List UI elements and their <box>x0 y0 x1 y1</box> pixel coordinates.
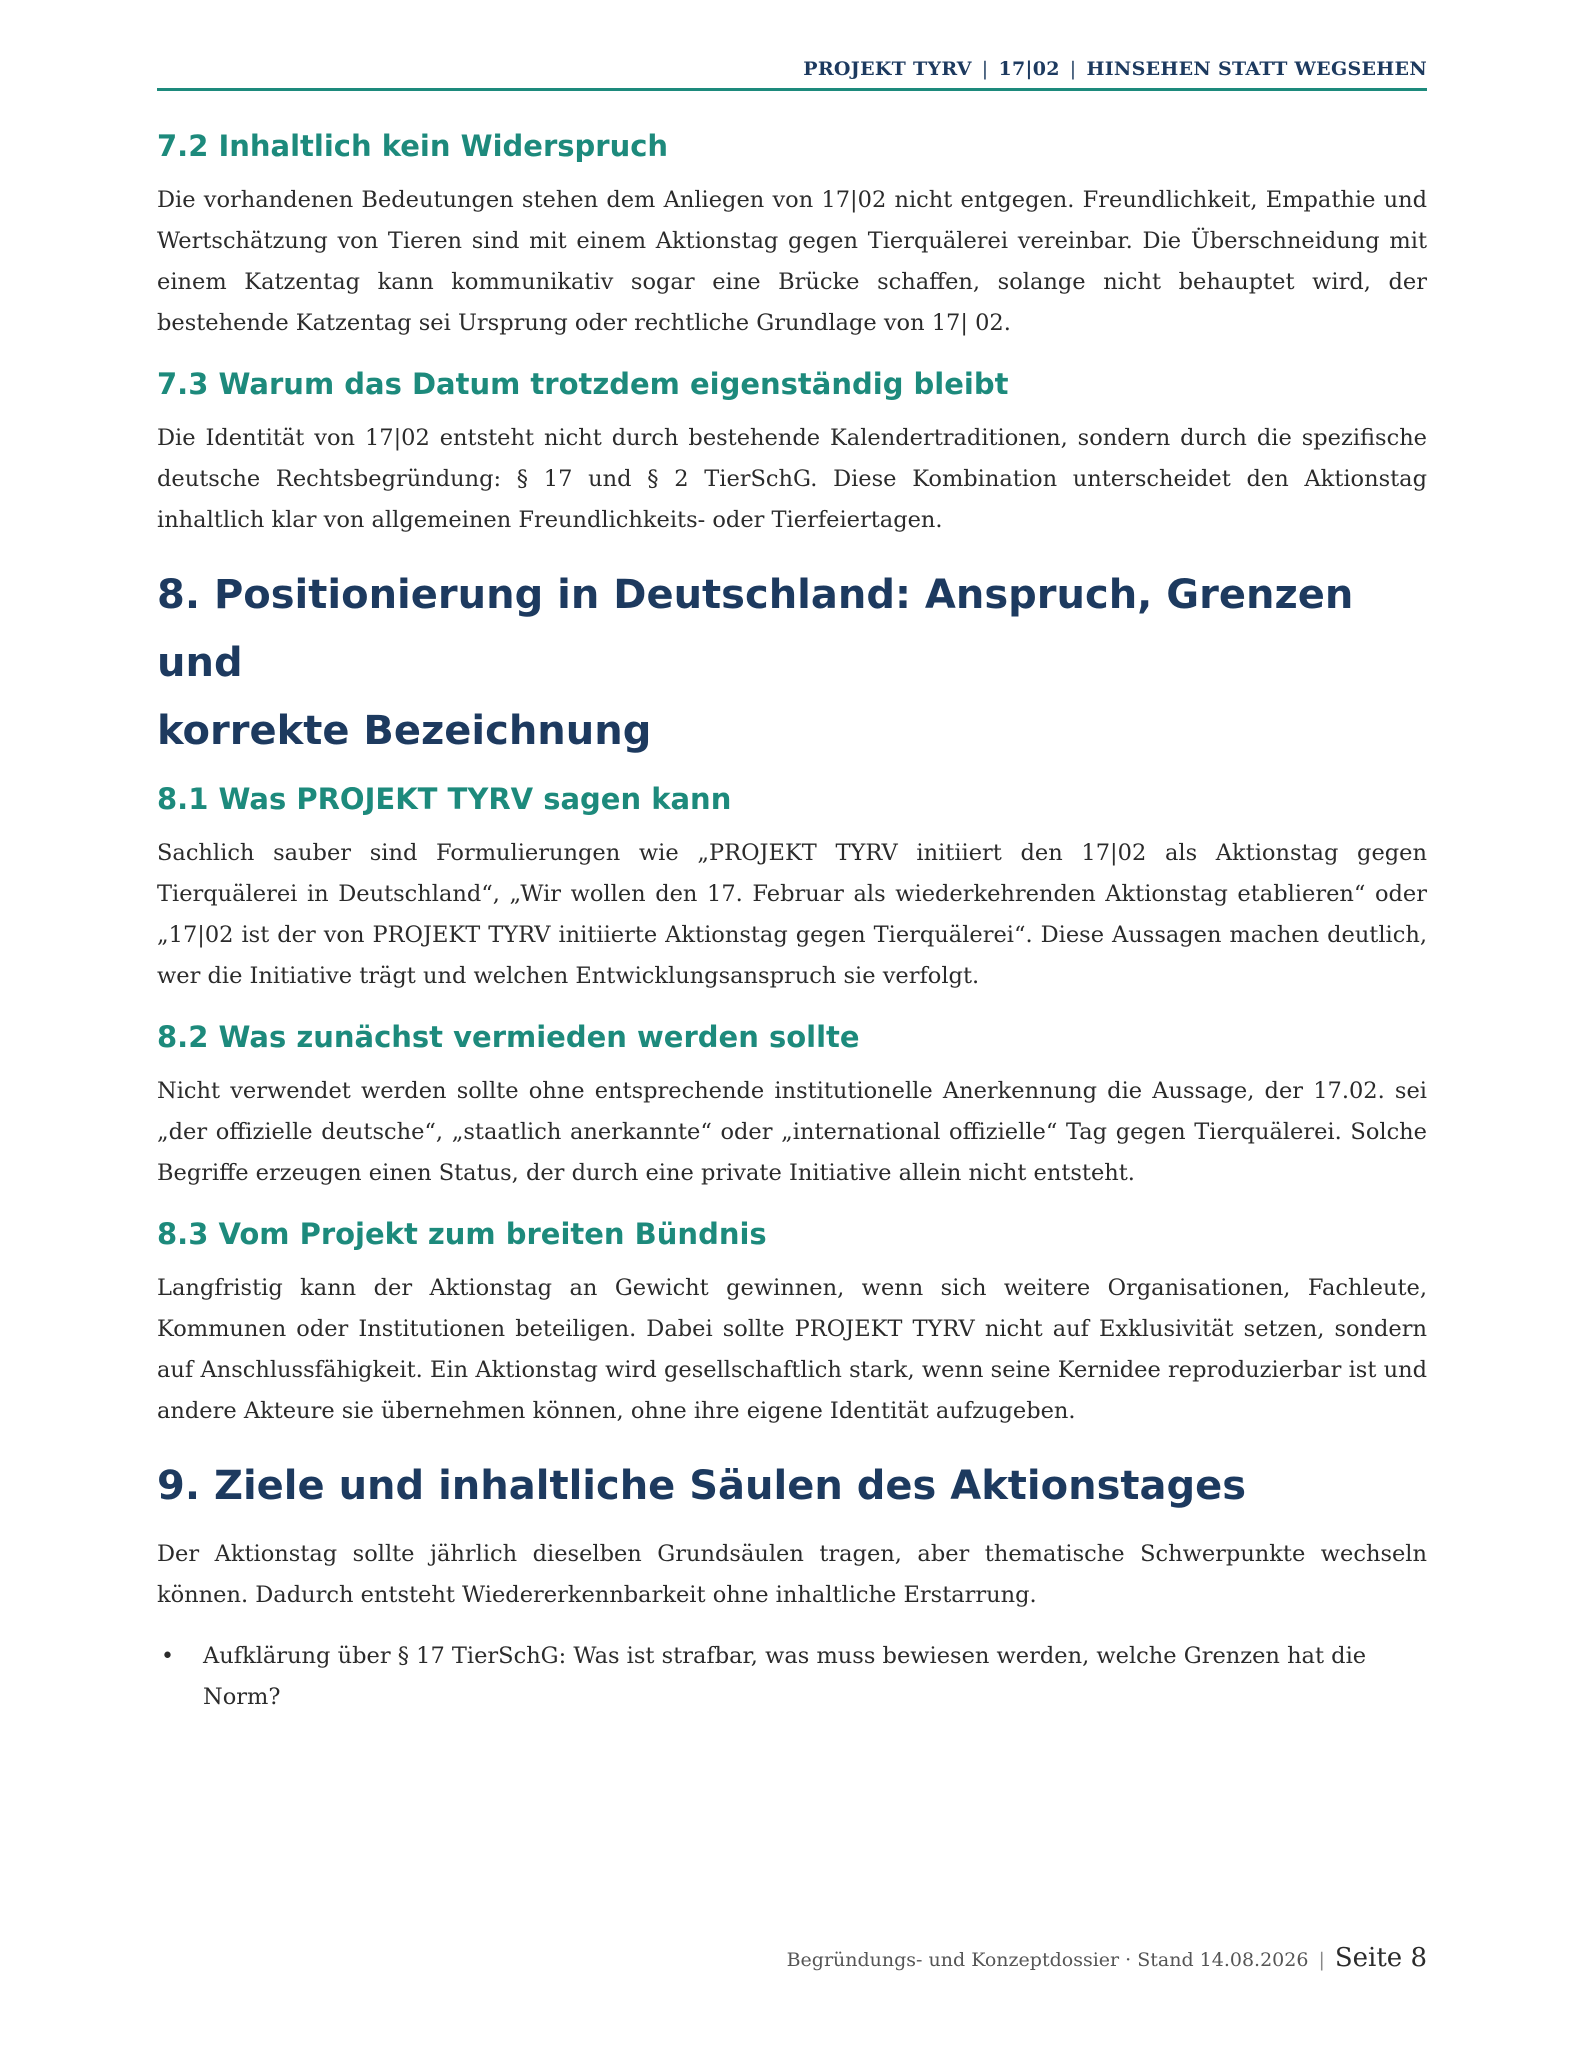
section-heading-8-3: 8.3 Vom Projekt zum breiten Bündnis <box>157 1217 767 1251</box>
section-body-7-2: Die vorhandenen Bedeutungen stehen dem Anliegen von 17|02 nicht entgegen. Freundlichkeit, Empathie und Wertschätzung von Tieren sind mit einem Aktionstag gegen Tierquälerei vereinbar. Die Überschneidung mit einem Katzentag kann kommunikativ sogar eine Brücke schaffen, solange nicht behauptet wird, der bestehende Katzentag sei Ursprung oder rechtliche Grundlage von 17| 02. <box>157 187 1427 336</box>
header-separator: | <box>1069 58 1077 80</box>
bullet-icon: • <box>161 1644 174 1669</box>
document-page <box>157 0 1427 2048</box>
section-body-8-2: Nicht verwendet werden sollte ohne entsprechende institutionelle Anerkennung die Aussage, der 17.02. sei „der offizielle deutsche“, „staatlich anerkannte“ oder „international offizielle“ Tag gegen Tierquälerei. Solche Begriffe erzeugen einen Status, der durch eine private Initiative allein nicht entsteht. <box>157 1078 1427 1186</box>
section-heading-7-3: 7.3 Warum das Datum trotzdem eigenständig bleibt <box>157 367 1009 401</box>
running-footer <box>787 1943 1427 1973</box>
pillar-list <box>157 1636 1427 1718</box>
section-heading-8-2: 8.2 Was zunächst vermieden werden sollte <box>157 1020 860 1054</box>
page-number: Seite 8 <box>1334 1943 1427 1973</box>
chapter-heading-8 <box>157 561 1427 765</box>
section-heading-7-2: 7.2 Inhaltlich kein Widerspruch <box>157 129 669 163</box>
chapter-heading-8-line2: korrekte Bezeichnung <box>157 708 652 754</box>
section-body-9: Der Aktionstag sollte jährlich dieselben Grundsäulen tragen, aber thematische Schwerpunkte wechseln können. Dadurch entsteht Wiedererkennbarkeit ohne inhaltliche Erstarrung. <box>157 1541 1427 1608</box>
chapter-heading-9: 9. Ziele und inhaltliche Säulen des Aktionstages <box>157 1463 1247 1509</box>
chapter-heading-8-line1: 8. Positionierung in Deutschland: Anspruch, Grenzen und <box>157 572 1354 686</box>
section-body-8-1: Sachlich sauber sind Formulierungen wie „PROJEKT TYRV initiiert den 17|02 als Aktionstag gegen Tierquälerei in Deutschland“, „Wir wollen den 17. Februar als wiederkehrenden Aktionstag etablieren“ oder „17|02 ist der von PROJEKT TYRV initiierte Aktionstag gegen Tierquälerei“. Diese Aussagen machen deutlich, wer die Initiative trägt und welchen Entwicklungsanspruch sie verfolgt. <box>157 840 1427 989</box>
footer-separator: | <box>1318 1949 1325 1971</box>
header-date: 17|02 <box>998 58 1060 80</box>
list-item <box>157 1636 1427 1718</box>
header-rule <box>157 88 1427 91</box>
page-content <box>157 126 1427 1718</box>
footer-meta: Begründungs- und Konzeptdossier · Stand 14.08.2026 <box>786 1949 1309 1971</box>
section-body-8-3: Langfristig kann der Aktionstag an Gewicht gewinnen, wenn sich weitere Organisationen, Fachleute, Kommunen oder Institutionen beteiligen. Dabei sollte PROJEKT TYRV nicht auf Exklusivität setzen, sondern auf Anschlussfähigkeit. Ein Aktionstag wird gesellschaftlich stark, wenn seine Kernidee reproduzierbar ist und andere Akteure sie übernehmen können, ohne ihre eigene Identität aufzugeben. <box>157 1275 1427 1424</box>
header-slogan: HINSEHEN STATT WEGSEHEN <box>1086 58 1427 80</box>
list-item-text: Aufklärung über § 17 TierSchG: Was ist strafbar, was muss bewiesen werden, welche Grenzen hat die Norm? <box>203 1643 1367 1710</box>
section-heading-8-1: 8.1 Was PROJEKT TYRV sagen kann <box>157 782 732 816</box>
section-body-7-3: Die Identität von 17|02 entsteht nicht durch bestehende Kalendertraditionen, sondern durch die spezifische deutsche Rechtsbegründung: § 17 und § 2 TierSchG. Diese Kombination unterscheidet den Aktionstag inhaltlich klar von allgemeinen Freundlichkeits- oder Tierfeiertagen. <box>157 425 1427 533</box>
header-separator: | <box>981 58 989 80</box>
running-header <box>803 58 1427 80</box>
header-project: PROJEKT TYRV <box>803 58 972 80</box>
